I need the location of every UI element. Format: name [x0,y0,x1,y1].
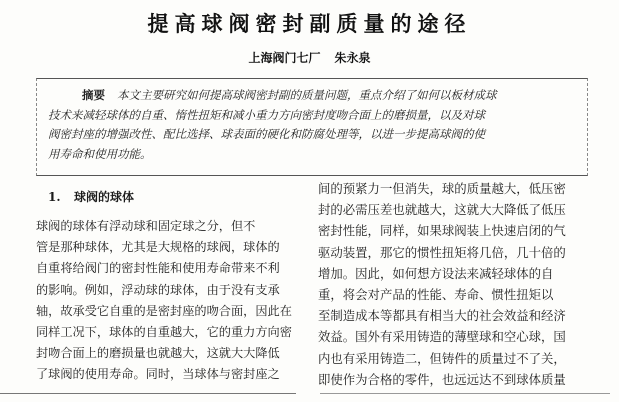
body-line: 增加。因此，如何想方设法来减轻球体的自 [318,265,554,281]
abstract-line: 阀密封座的增强改性、配比选择、球表面的硬化和防腐处理等，以进一步提高球阀的使 [48,127,485,141]
body-line: 密封性能，同样，如果球阀装上快速启闭的气 [318,223,566,239]
body-line: 自重将给阀门的密封性能和使用寿命带来不利 [36,261,280,276]
abstract-line [48,86,578,106]
abstract-line: 用寿命和使用功能。 [48,146,152,161]
body-line: 重，将会对产品的性能、寿命、惯性扭矩以 [318,286,554,302]
author-name: 朱永泉 [334,51,371,65]
body-line: 的影响。例如，浮动球的球体，由于没有支承 [36,282,280,297]
body-line: 驱动装置，那它的惯性扭矩将几倍，几十倍的 [318,244,566,260]
abstract-line: 技术来减轻球体的自重、惰性扭矩和减小重力方向密封度吻合面上的磨损量，以及对球 [48,107,485,122]
body-line: 即使作为合格的零件，也远远达不到球体质量 [318,371,566,387]
article-title: 提高球阀密封副质量的途径 [147,11,472,36]
body-line: 管是那种球体，尤其是大规格的球阀，球体的 [36,240,280,255]
body-line: 轴，故承受它自重的是密封座的吻合面，因此在 [36,303,292,318]
body-line: 间的预紧力一但消失，球的质量越大，低压密 [318,181,566,196]
body-line: 效益。国外有采用铸造的薄壁球和空心球，国 [318,329,566,345]
abstract-line-text: 本文主要研究如何提高球阀密封副的质量问题，重点介绍了如何以板材成球 [117,88,497,102]
body-line: 内也有采用铸造二，但铸件的质量过不了关， [318,350,566,366]
body-line: 了球阀的使用寿命。同时，当球体与密封座之 [36,367,280,382]
body-line: 至制造成本等都具有相当大的社会效益和经济 [318,308,566,324]
body-line: 封的必需压差也就越大，这就大大降低了低压 [318,202,566,218]
left-column [36,186,298,386]
section-number: 1. [48,190,61,204]
section-title: 球阀的球体 [74,190,135,204]
byline [0,49,619,66]
body-line: 同样工况下，球体的自重越大，它的重力方向密 [36,324,292,339]
footer-rule [0,393,296,394]
abstract [48,86,578,164]
footer-rule [320,393,610,394]
affiliation: 上海阀门七厂 [248,51,321,65]
body-line: 封吻合面上的磨损量也就越大，这就大大降低 [36,346,280,361]
body-line: 球阀的球体有浮动球和固定球之分，但不 [36,219,256,233]
section-heading [48,186,298,208]
abstract-label: 摘要 [82,88,105,102]
right-column [318,178,600,390]
